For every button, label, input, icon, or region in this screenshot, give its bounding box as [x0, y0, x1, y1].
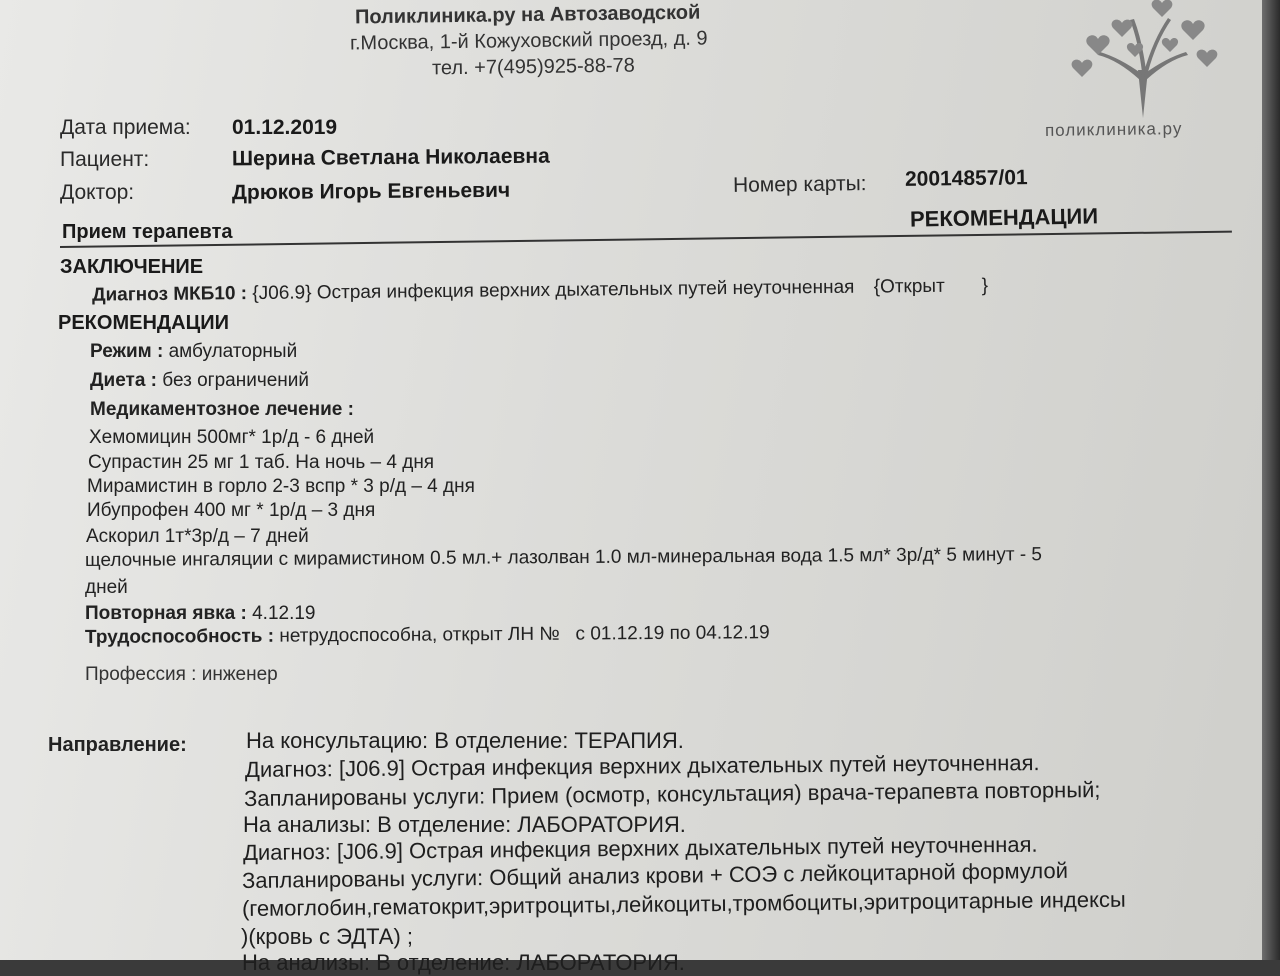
- clinic-phone: тел. +7(495)925-88-78: [431, 54, 635, 80]
- visit-type: Прием терапевта: [62, 221, 233, 243]
- med-item: Хемомицин 500мг* 1р/д - 6 дней: [89, 427, 375, 448]
- revisit-value: 4.12.19: [252, 603, 316, 624]
- workability-label: Трудоспособность :: [84, 625, 275, 648]
- clinic-name: Поликлиника.ру на Автозаводской: [354, 1, 701, 29]
- logo-text: поликлиника.ру: [1044, 119, 1183, 140]
- regime-value: амбулаторный: [168, 341, 298, 362]
- referral-line: Запланированы услуги: Общий анализ крови + СОЭ с лейкоцитарной формулой: [241, 857, 1069, 893]
- page-edge-shadow: [1262, 0, 1280, 960]
- workability-value: нетрудоспособна, открыт ЛН № с 01.12.19 по 04.12.19: [279, 622, 770, 647]
- diagnosis-text: {J06.9} Острая инфекция верхних дыхательных путей неуточненная: [252, 276, 855, 305]
- revisit-label: Повторная явка :: [85, 603, 247, 624]
- diagnosis-label: Диагноз МКБ10 :: [91, 283, 248, 306]
- referral-line: (гемоглобин,гематокрит,эритроциты,лейкоциты,тромбоциты,эритроцитарные индексы: [241, 886, 1126, 921]
- card-value: 20014857/01: [904, 166, 1028, 191]
- diet-line: [90, 370, 309, 392]
- profession-line: Профессия : инженер: [85, 664, 278, 685]
- referral-line: )(кровь с ЭДТА) ;: [241, 924, 414, 949]
- med-item: дней: [85, 577, 128, 598]
- doctor-value: Дрюков Игорь Евгеньевич: [231, 178, 511, 205]
- date-label: Дата приема:: [60, 116, 191, 139]
- recommendations-title: РЕКОМЕНДАЦИИ: [58, 312, 229, 334]
- med-item: Аскорил 1т*3р/д – 7 дней: [86, 526, 309, 547]
- referral-line: Диагноз: [J06.9] Острая инфекция верхних дыхательных путей неуточненная.: [244, 750, 1040, 782]
- doctor-label: Доктор:: [60, 181, 135, 204]
- conclusion-title: ЗАКЛЮЧЕНИЕ: [60, 256, 204, 278]
- tree-of-hearts-icon: [1058, 0, 1228, 120]
- diagnosis-line: [92, 275, 988, 306]
- patient-value: Шерина Светлана Николаевна: [231, 144, 550, 171]
- date-value: 01.12.2019: [232, 116, 338, 139]
- regime-line: [90, 341, 297, 363]
- referral-line: На анализы: В отделение: ЛАБОРАТОРИЯ.: [243, 812, 686, 837]
- header-divider: [60, 231, 1232, 248]
- referral-line: На консультацию: В отделение: ТЕРАПИЯ.: [246, 728, 684, 753]
- section-right-title: РЕКОМЕНДАЦИИ: [909, 203, 1099, 232]
- referral-label: Направление:: [48, 734, 187, 756]
- patient-label: Пациент:: [60, 148, 150, 171]
- workability-line: [85, 622, 770, 649]
- regime-label: Режим :: [90, 341, 164, 362]
- card-label: Номер карты:: [732, 172, 867, 197]
- diet-value: без ограничений: [162, 370, 310, 391]
- med-item: Ибупрофен 400 мг * 1р/д – 3 дня: [87, 500, 376, 521]
- clinic-address: г.Москва, 1-й Кожуховский проезд, д. 9: [349, 27, 708, 55]
- med-item: Мирамистин в горло 2-3 вспр * 3 р/д – 4 дня: [87, 476, 475, 497]
- referral-line: Диагноз: [J06.9] Острая инфекция верхних дыхательных путей неуточненная.: [242, 831, 1038, 865]
- referral-line: На анализы: В отделение: ЛАБОРАТОРИЯ.: [242, 950, 685, 975]
- referral-line: Запланированы услуги: Прием (осмотр, консультация) врача-терапевта повторный;: [243, 777, 1101, 811]
- meds-label: Медикаментозное лечение :: [90, 399, 354, 420]
- diet-label: Диета :: [90, 370, 158, 391]
- med-item: щелочные ингаляции с мирамистином 0.5 мл.+ лазолван 1.0 мл-минеральная вода 1.5 мл* 3р/д* 5 минут - 5: [84, 544, 1043, 571]
- diagnosis-status: {Открыт }: [873, 275, 989, 298]
- med-item: Супрастин 25 мг 1 таб. На ночь – 4 дня: [88, 452, 435, 473]
- revisit-line: [85, 603, 316, 625]
